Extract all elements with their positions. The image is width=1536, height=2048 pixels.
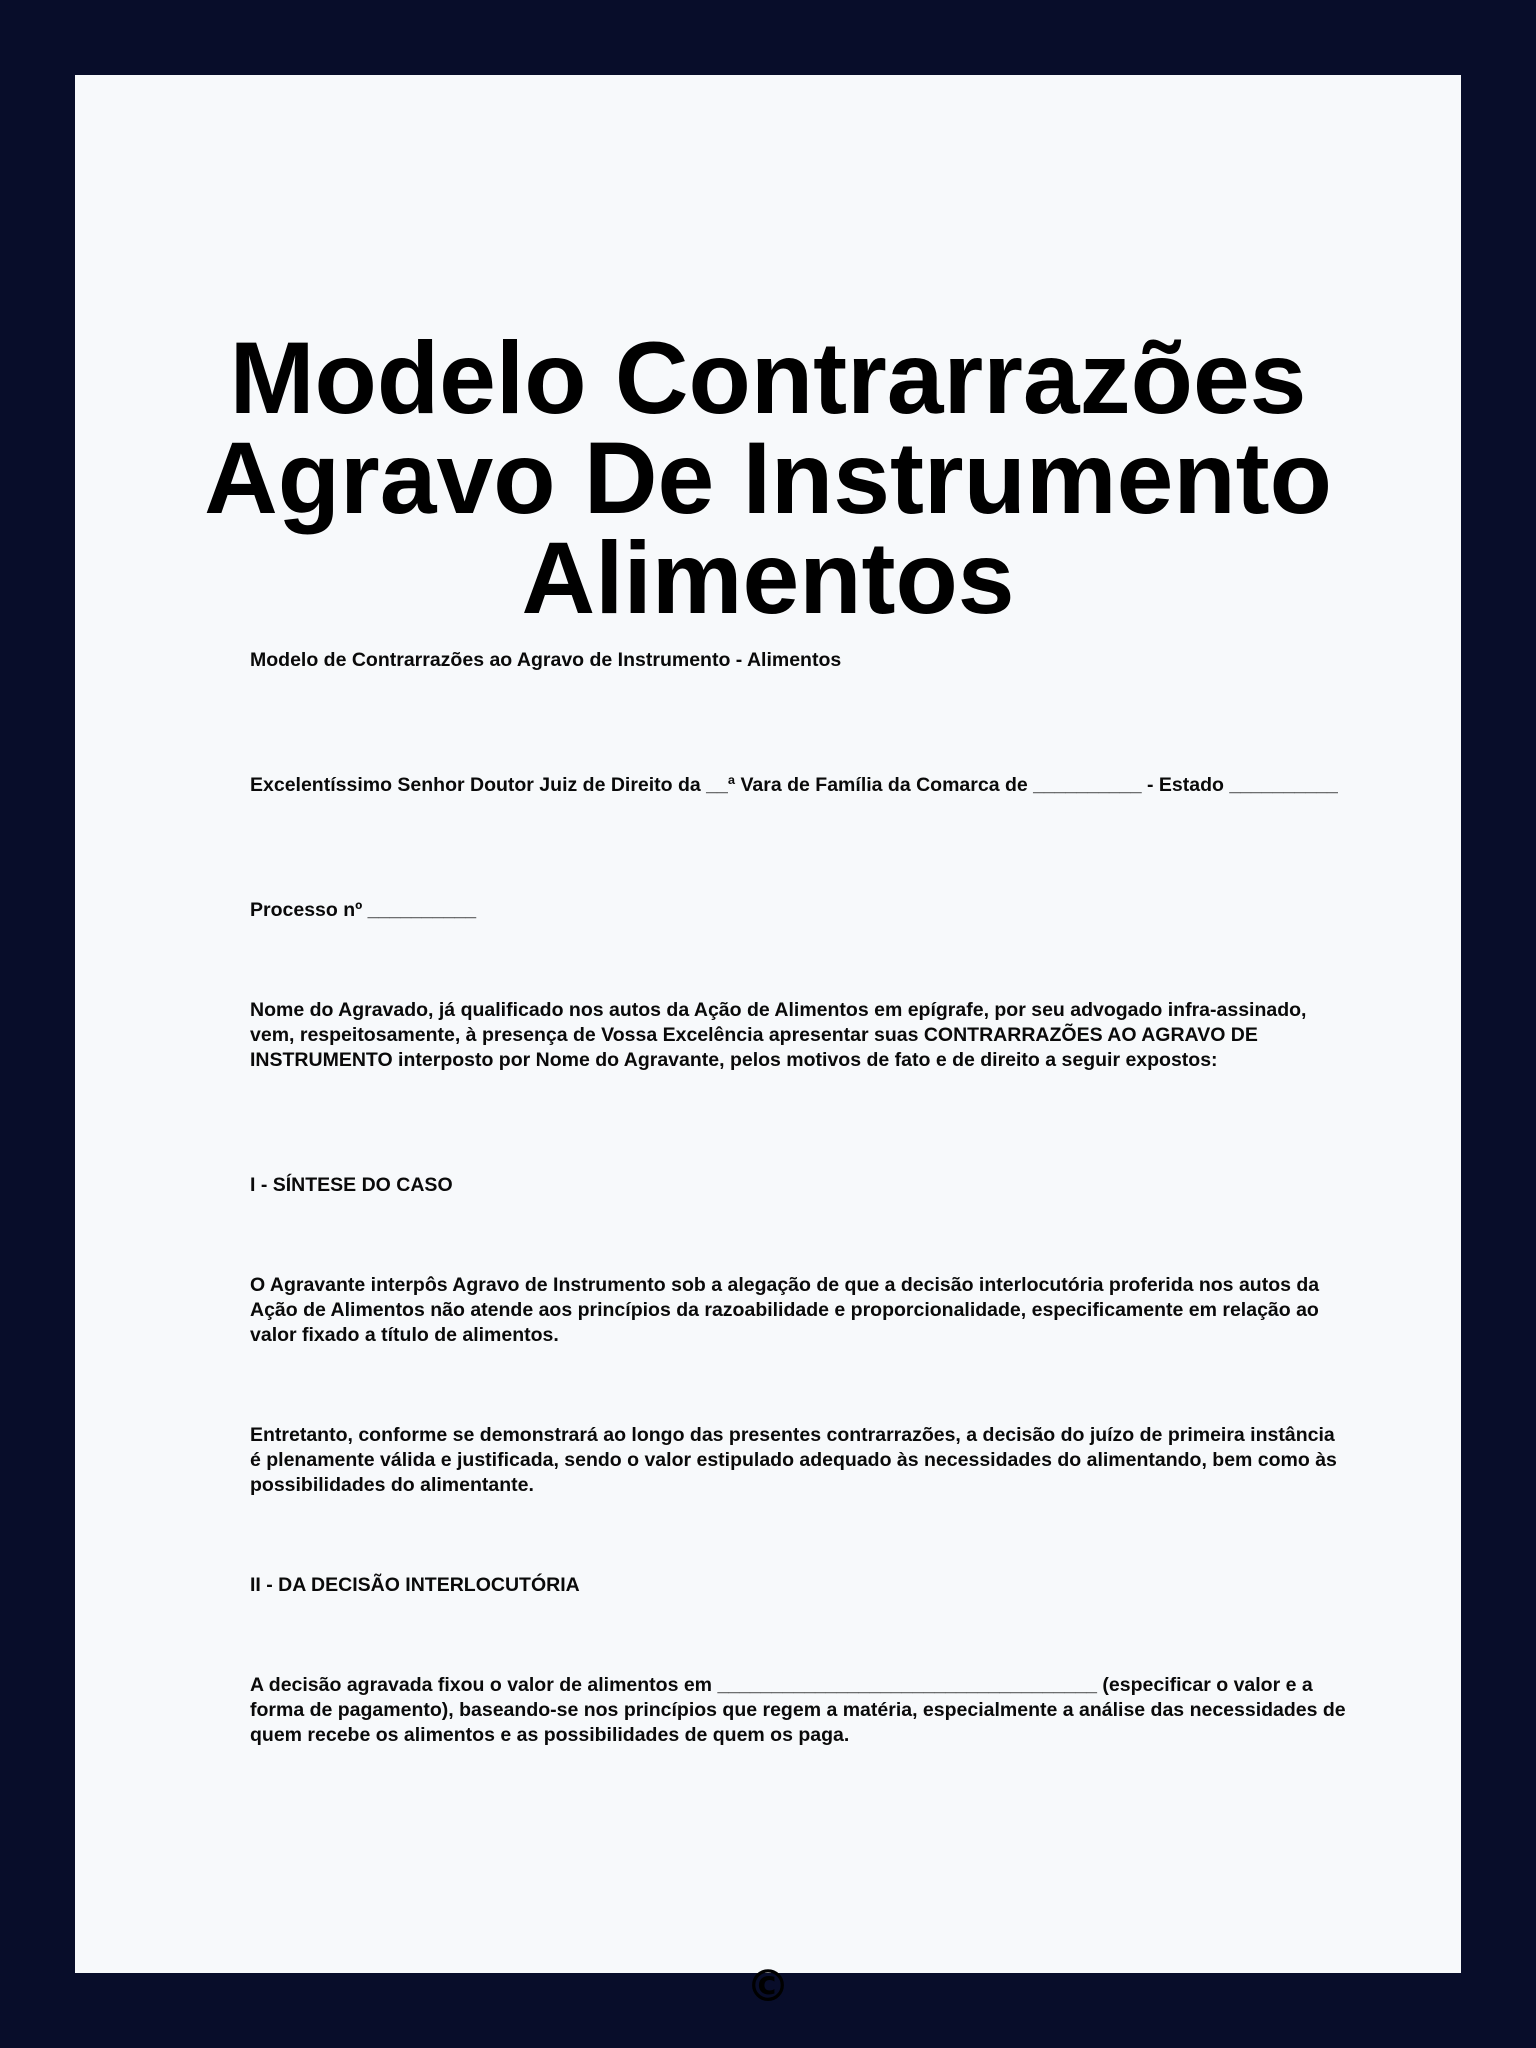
- copyright-icon: ©: [746, 1961, 790, 2012]
- title-line-1: Modelo Contrarrazões: [229, 321, 1307, 435]
- decision-paragraph: A decisão agravada fixou o valor de alimentos em ___________________________________ (especificar o valor e a forma de pagamento), baseando-se nos princípios que regem a matéria, especialmente a análise das necessidades de quem recebe os alimentos e as possibilidades de quem os paga.: [250, 1674, 1346, 1746]
- page-title: [75, 321, 1461, 635]
- document-page: [75, 75, 1461, 2012]
- process-number: Processo nº __________: [250, 899, 477, 921]
- section-heading-synthesis: I - SÍNTESE DO CASO: [250, 1174, 453, 1196]
- court-addressing: Excelentíssimo Senhor Doutor Juiz de Direito da __ª Vara de Família da Comarca de __________ - Estado __________: [250, 774, 1338, 796]
- synthesis-paragraph-2: Entretanto, conforme se demonstrará ao longo das presentes contrarrazões, a decisão do juízo de primeira instância é plenamente válida e justificada, sendo o valor estipulado adequado às necessidades do alimentando, bem como às possibilidades do alimentante.: [250, 1424, 1337, 1496]
- section-heading-decision: II - DA DECISÃO INTERLOCUTÓRIA: [250, 1574, 580, 1596]
- synthesis-paragraph-1: O Agravante interpôs Agravo de Instrumento sob a alegação de que a decisão interlocutória proferida nos autos da Ação de Alimentos não atende aos princípios da razoabilidade e proporcionalidade, especificamente em relação ao valor fixado a título de alimentos.: [250, 1274, 1320, 1346]
- intro-paragraph: Nome do Agravado, já qualificado nos autos da Ação de Alimentos em epígrafe, por seu advogado infra-assinado, vem, respeitosamente, à presença de Vossa Excelência apresentar suas CONTRARRAZÕES AO AGRAVO DE INSTRUMENTO interposto por Nome do Agravante, pelos motivos de fato e de direito a seguir expostos:: [250, 999, 1307, 1071]
- title-line-2: Agravo De Instrumento: [204, 421, 1332, 535]
- title-line-3: Alimentos: [521, 521, 1015, 635]
- document-subtitle: Modelo de Contrarrazões ao Agravo de Instrumento - Alimentos: [250, 649, 842, 671]
